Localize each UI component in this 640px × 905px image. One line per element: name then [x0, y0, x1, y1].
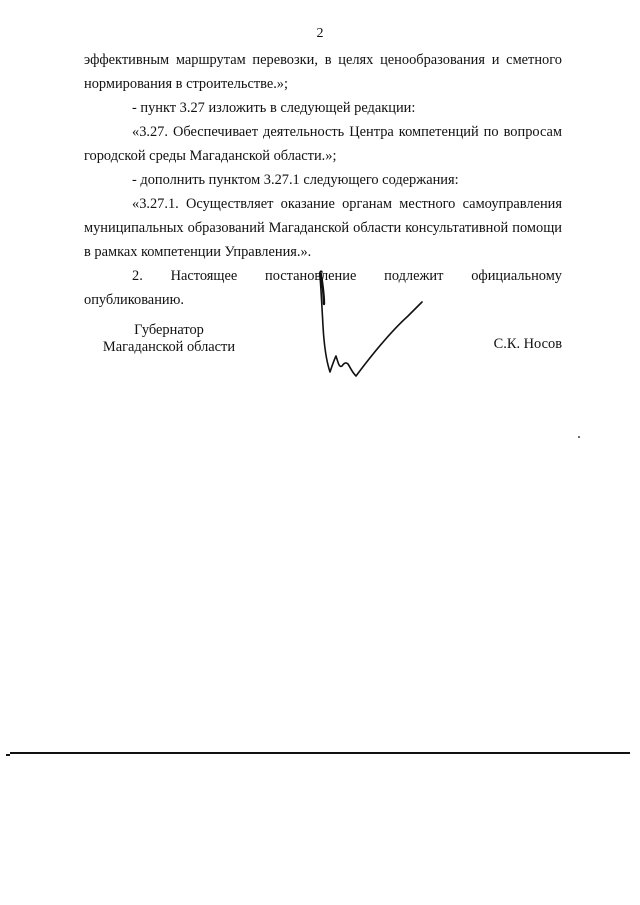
signatory-title-line2: Магаданской области	[102, 339, 236, 355]
paragraph-item-3-27-1-text: «3.27.1. Осуществляет оказание органам местного самоуправления муниципальных образований Магаданской области консультативной помощи в рамках компетенции Управления.».	[84, 196, 562, 260]
signatory-title-line1: Губернатор	[134, 322, 204, 338]
paragraph-continuation: эффективным маршрутам перевозки, в целях ценообразования и сметного нормирования в строительстве.»;	[84, 52, 562, 92]
paragraph-item-3-27-intro: - пункт 3.27 изложить в следующей редакции:	[132, 100, 416, 116]
page-number: 2	[316, 26, 324, 41]
scan-speck	[578, 436, 580, 438]
bottom-rule-tick	[6, 754, 10, 756]
paragraph-publication: 2. Настоящее постановление подлежит официальному опубликованию.	[84, 268, 562, 308]
signatory-title	[84, 322, 254, 356]
handwritten-signature	[312, 268, 430, 384]
signatory-name: С.К. Носов	[493, 336, 562, 352]
paragraph-item-3-27-1-intro: - дополнить пунктом 3.27.1 следующего содержания:	[132, 172, 459, 188]
bottom-rule	[10, 752, 630, 754]
paragraph-item-3-27-text: «3.27. Обеспечивает деятельность Центра компетенций по вопросам городской среды Магаданской области.»;	[84, 124, 562, 164]
